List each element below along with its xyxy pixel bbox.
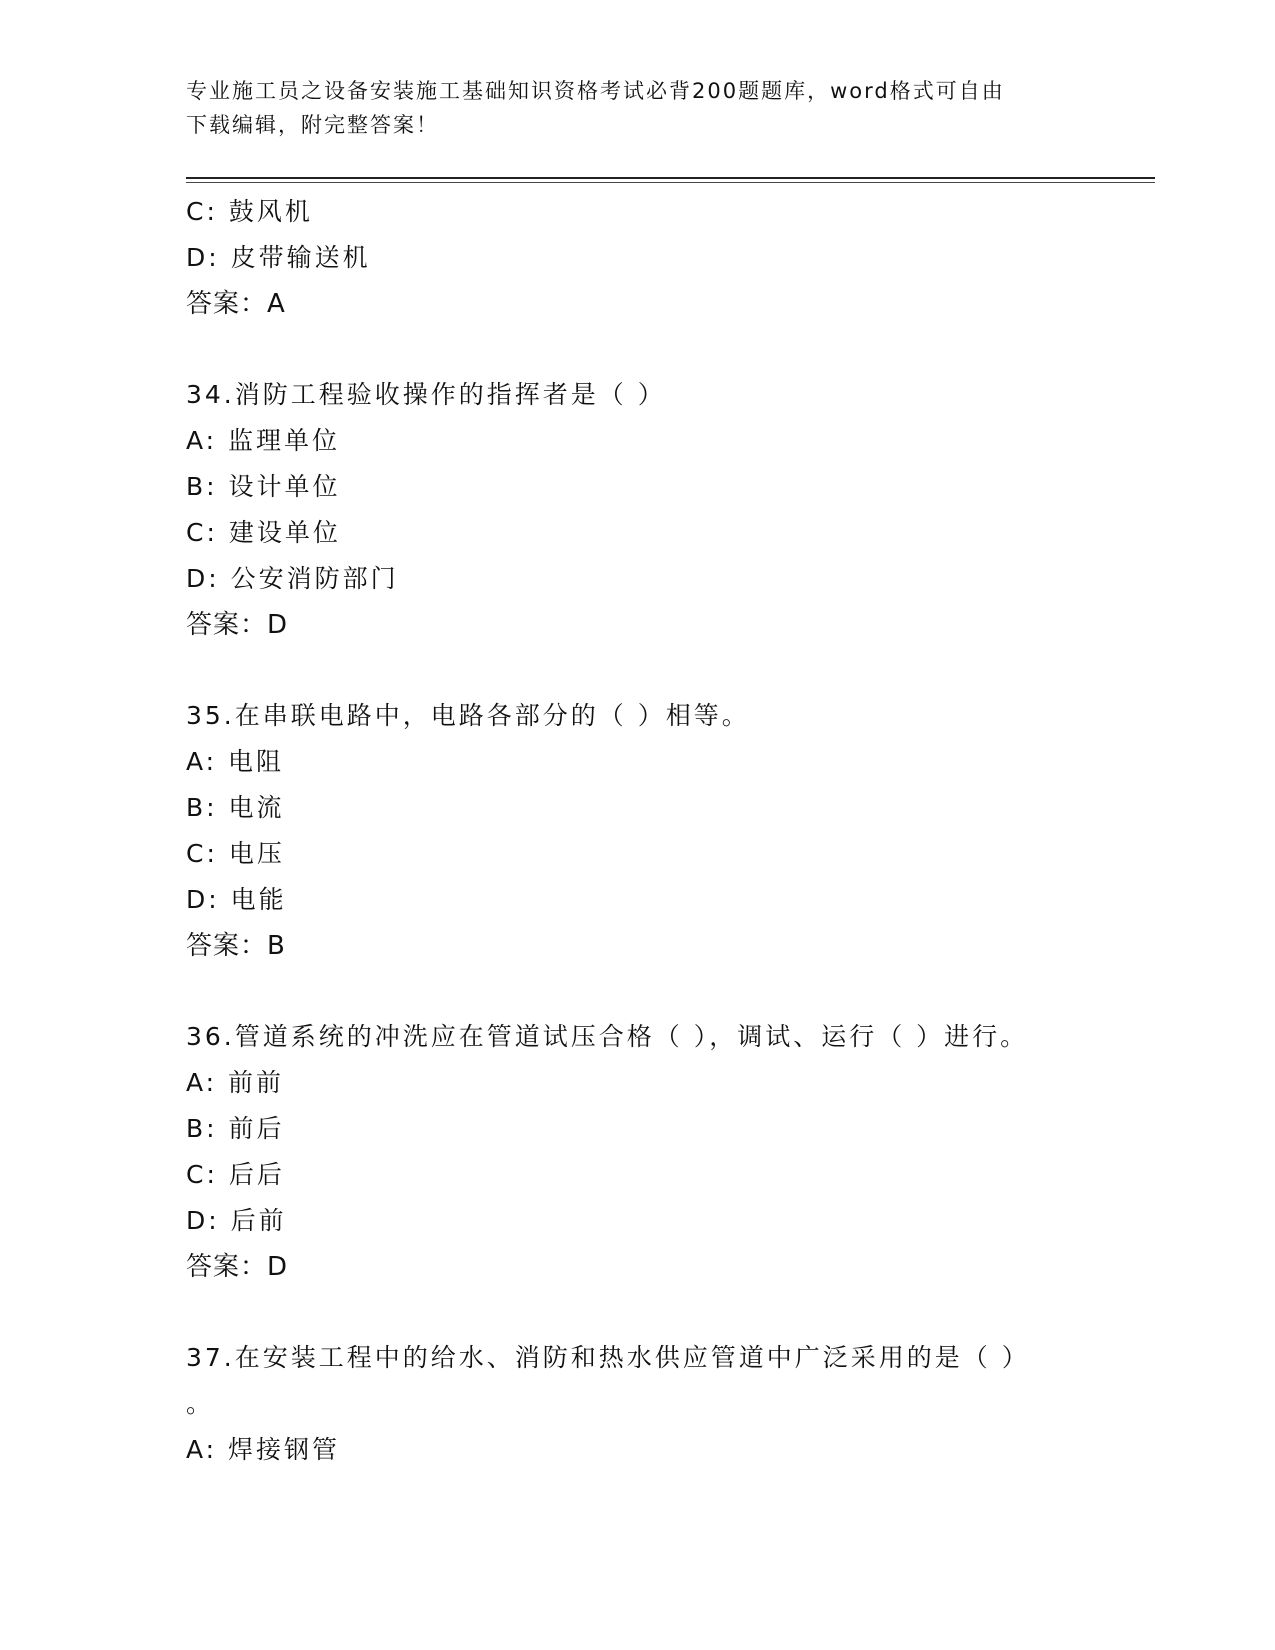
- header-line-1: 专业施工员之设备安装施工基础知识资格考试必背200题题库，word格式可自由: [186, 79, 1005, 103]
- option-b: B: 设计单位: [186, 472, 341, 501]
- answer-line: 答案：D: [186, 610, 289, 640]
- option-c: C: 电压: [186, 839, 285, 868]
- question-stem: 35.在串联电路中，电路各部分的（ ）相等。: [186, 701, 750, 730]
- header-line-2: 下载编辑，附完整答案！: [186, 113, 439, 137]
- option-b: B: 前后: [186, 1114, 285, 1143]
- question-stem: 36.管道系统的冲洗应在管道试压合格（ ），调试、运行（ ）进行。: [186, 1022, 1029, 1051]
- option-c: C: 建设单位: [186, 518, 341, 547]
- option-a: A: 前前: [186, 1068, 285, 1097]
- option-d: D: 公安消防部门: [186, 564, 399, 593]
- option-b: B: 电流: [186, 793, 285, 822]
- question-stem: 34.消防工程验收操作的指挥者是（ ）: [186, 380, 666, 409]
- option-c: C: 鼓风机: [186, 197, 313, 226]
- answer-line: 答案：A: [186, 289, 286, 319]
- option-d: D: 电能: [186, 885, 287, 914]
- answer-line: 答案：B: [186, 931, 286, 961]
- header-divider-thin: [186, 182, 1155, 183]
- option-d: D: 皮带输送机: [186, 243, 371, 272]
- question-stem: 37.在安装工程中的给水、消防和热水供应管道中广泛采用的是（ ）: [186, 1343, 1030, 1372]
- question-list: [186, 189, 1155, 1473]
- header-divider-thick: [186, 177, 1155, 179]
- document-header: [186, 74, 1086, 142]
- option-a: A: 电阻: [186, 747, 285, 776]
- answer-line: 答案：D: [186, 1252, 289, 1282]
- question-stem-continuation: 。: [186, 1389, 215, 1418]
- option-c: C: 后后: [186, 1160, 285, 1189]
- option-a: A: 焊接钢管: [186, 1435, 341, 1464]
- option-d: D: 后前: [186, 1206, 287, 1235]
- option-a: A: 监理单位: [186, 426, 341, 455]
